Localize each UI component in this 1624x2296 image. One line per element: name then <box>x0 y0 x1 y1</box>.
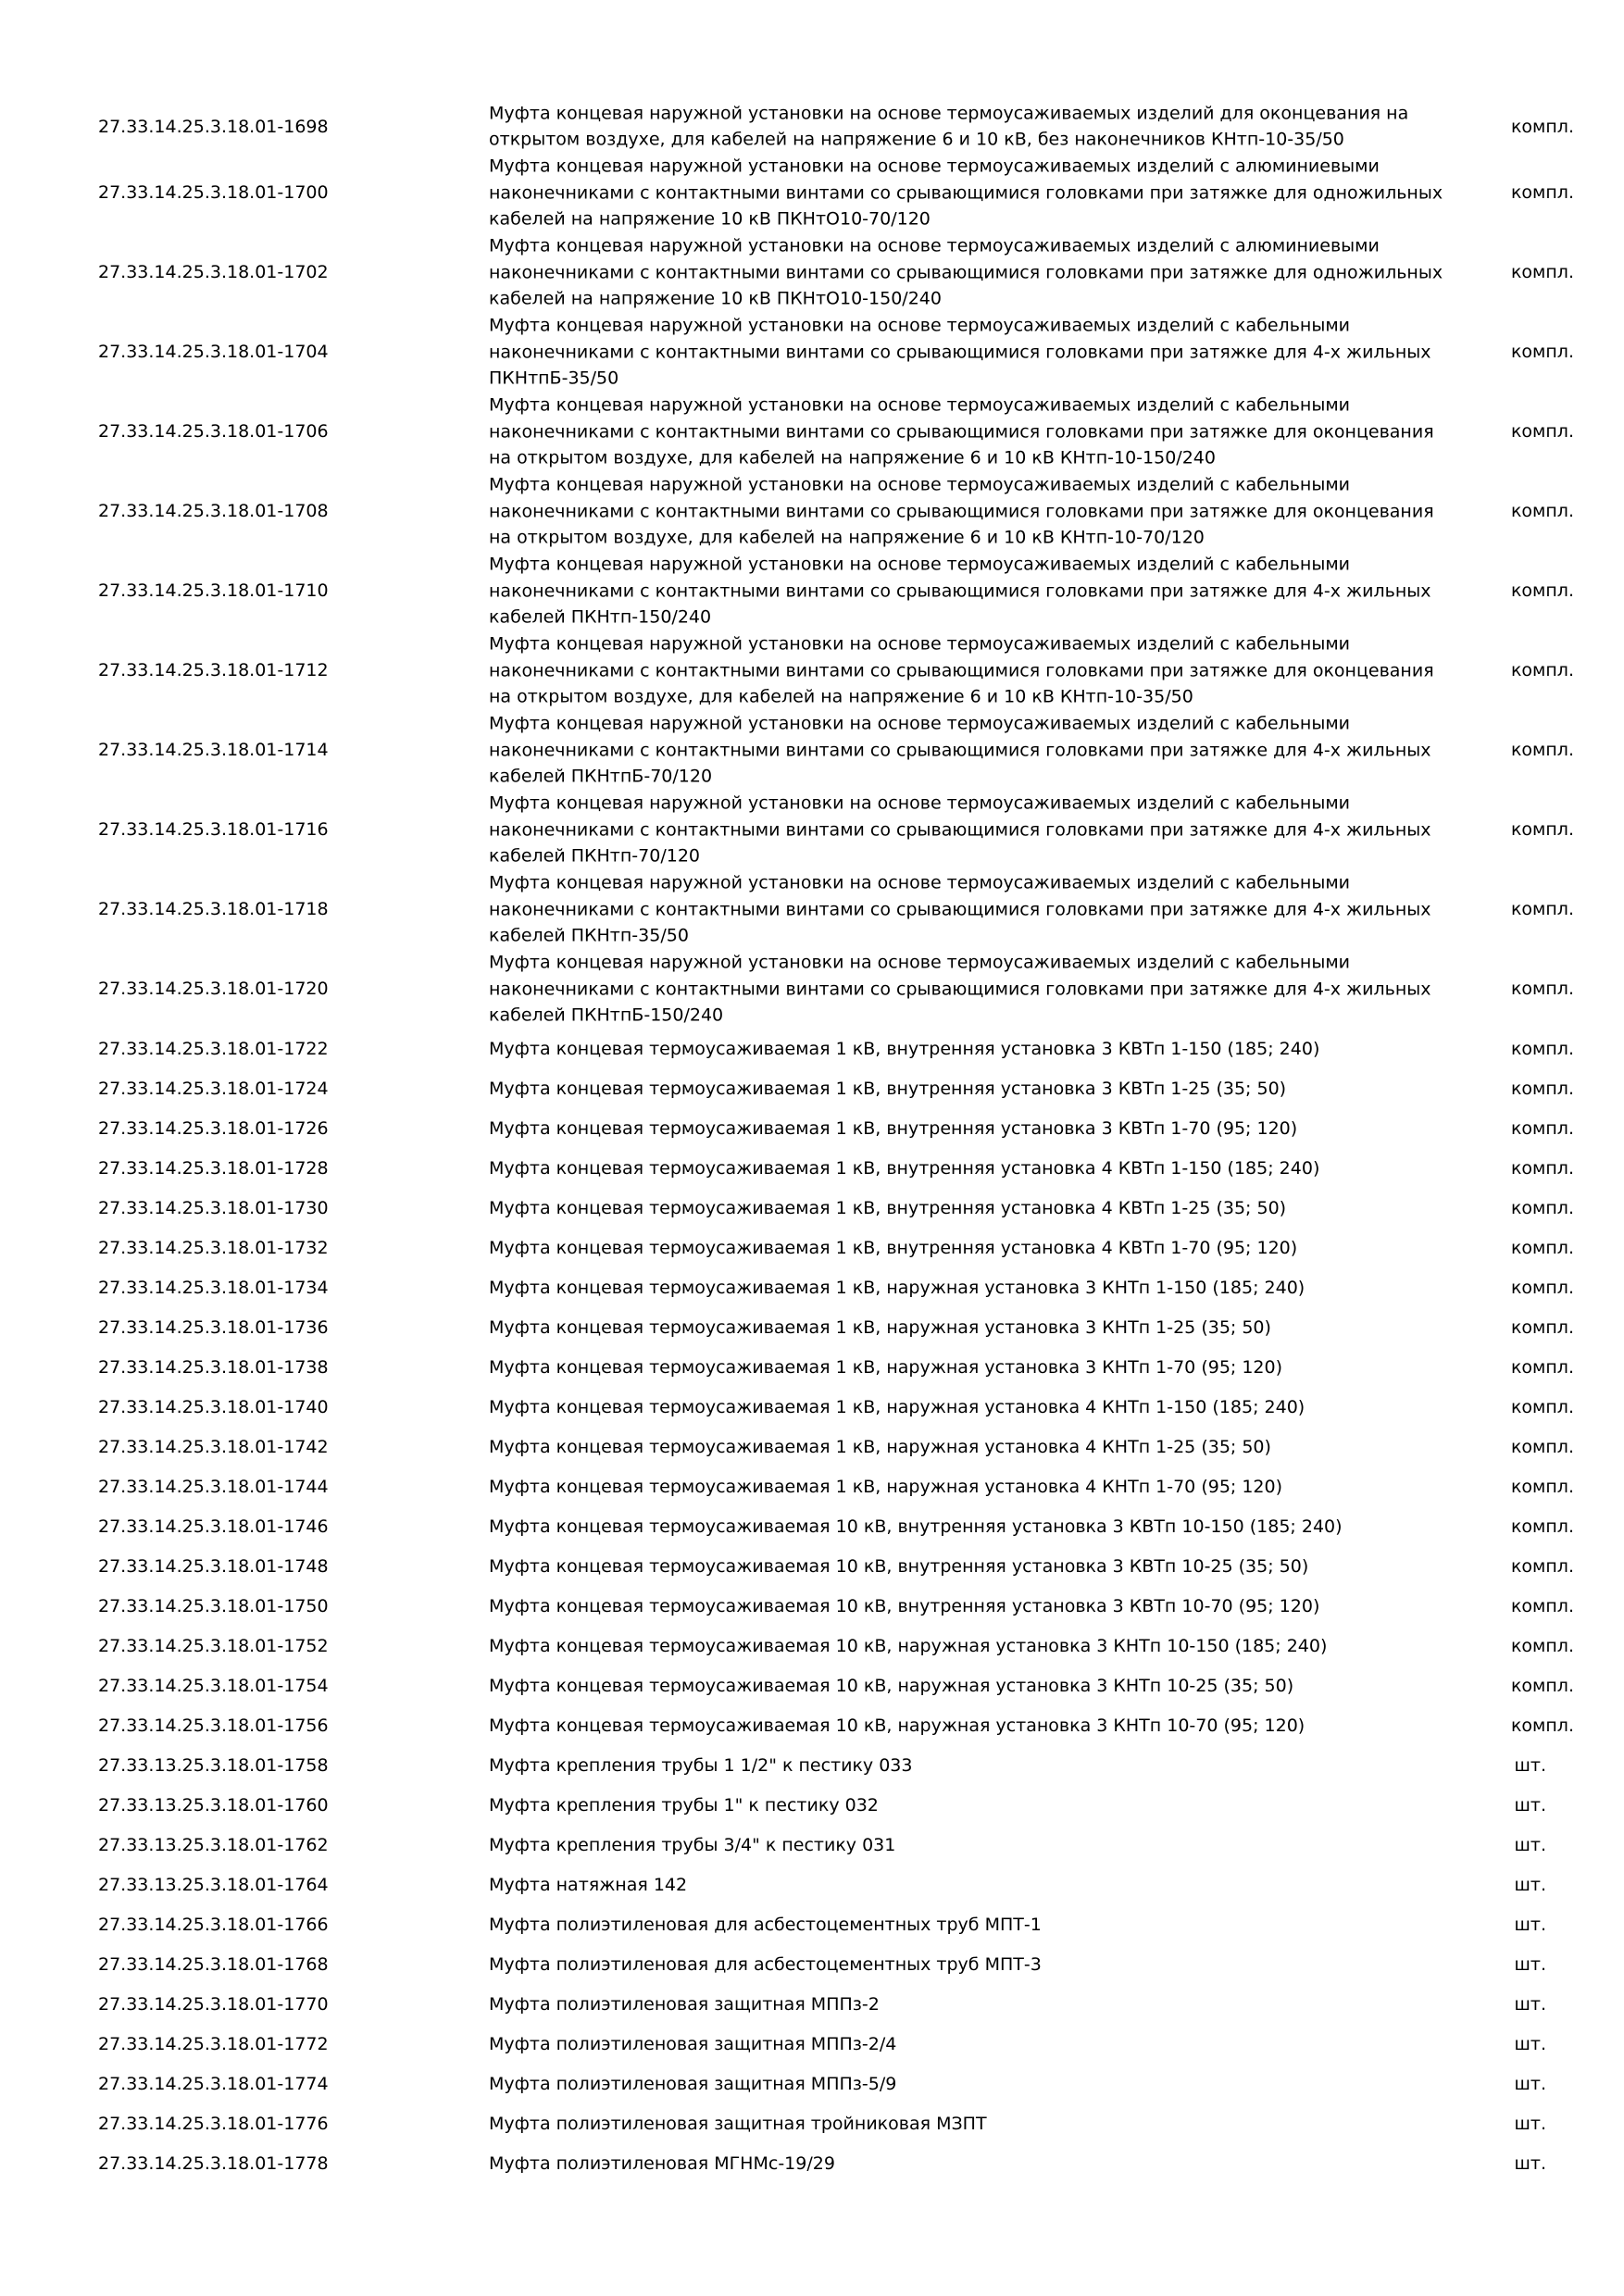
row-description <box>489 1632 1452 1659</box>
row-unit: компл. <box>1510 1316 1574 1338</box>
row-code: 27.33.14.25.3.18.01-1752 <box>98 1635 329 1656</box>
row-description <box>489 551 1452 630</box>
row-code: 27.33.14.25.3.18.01-1776 <box>98 2113 329 2134</box>
table-row <box>0 2064 1624 2103</box>
row-description <box>489 1194 1452 1221</box>
description-line: Муфта полиэтиленовая МГНМс-19/29 <box>489 2152 835 2174</box>
table-row <box>0 1984 1624 2024</box>
row-description <box>489 1035 1452 1062</box>
row-unit: компл. <box>1510 1396 1574 1417</box>
row-code: 27.33.14.25.3.18.01-1744 <box>98 1476 329 1497</box>
row-unit: компл. <box>1510 818 1574 840</box>
description-line: Муфта крепления трубы 1 1/2" к пестику 033 <box>489 1754 913 1776</box>
row-unit: шт. <box>1514 2033 1546 2054</box>
row-unit: компл. <box>1510 1237 1574 1258</box>
description-line: Муфта концевая наружной установки на основе термоусаживаемых изделий с кабельными <box>489 315 1351 336</box>
row-description <box>489 1154 1452 1181</box>
row-unit: компл. <box>1510 978 1574 999</box>
row-unit: компл. <box>1510 1197 1574 1218</box>
row-description <box>489 100 1452 153</box>
table-row <box>0 551 1624 630</box>
description-line: Муфта концевая наружной установки на основе термоусаживаемых изделий для оконцевания на <box>489 103 1409 123</box>
row-unit: компл. <box>1510 341 1574 362</box>
row-description <box>489 312 1452 392</box>
row-description <box>489 1712 1452 1739</box>
table-row <box>0 790 1624 869</box>
description-line: кабелей ПКНтпБ-70/120 <box>489 766 713 787</box>
table-row <box>0 1745 1624 1785</box>
row-unit: шт. <box>1514 1993 1546 2015</box>
description-line: Муфта крепления трубы 1" к пестику 032 <box>489 1794 879 1816</box>
description-line: наконечниками с контактными винтами со срывающимися головками при затяжке для 4-х жильных <box>489 978 1431 999</box>
row-code: 27.33.14.25.3.18.01-1772 <box>98 2033 329 2054</box>
description-line: кабелей на напряжение 10 кВ ПКНтО10-150/240 <box>489 288 942 309</box>
row-code: 27.33.14.25.3.18.01-1766 <box>98 1914 329 1935</box>
row-description <box>489 1831 1452 1858</box>
row-code: 27.33.14.25.3.18.01-1698 <box>98 116 329 137</box>
table-row <box>0 1387 1624 1427</box>
row-unit: компл. <box>1510 1555 1574 1577</box>
row-code: 27.33.14.25.3.18.01-1738 <box>98 1356 329 1378</box>
description-line: Муфта полиэтиленовая защитная МППз-2 <box>489 1993 880 2015</box>
row-code: 27.33.13.25.3.18.01-1762 <box>98 1834 329 1855</box>
description-line: наконечниками с контактными винтами со срывающимися головками при затяжке для оконцевания <box>489 500 1434 521</box>
row-description <box>489 630 1452 710</box>
row-unit: компл. <box>1510 898 1574 919</box>
row-code: 27.33.14.25.3.18.01-1732 <box>98 1237 329 1258</box>
row-code: 27.33.14.25.3.18.01-1778 <box>98 2152 329 2174</box>
table-row <box>0 1466 1624 1506</box>
row-description <box>489 2030 1452 2057</box>
row-unit: компл. <box>1510 580 1574 601</box>
description-line: Муфта концевая наружной установки на основе термоусаживаемых изделий с кабельными <box>489 872 1351 893</box>
row-description <box>489 869 1452 949</box>
row-code: 27.33.14.25.3.18.01-1718 <box>98 898 329 919</box>
description-line: на открытом воздухе, для кабелей на напряжение 6 и 10 кВ КНтп-10-70/120 <box>489 527 1205 548</box>
row-unit: компл. <box>1510 261 1574 282</box>
description-line: открытом воздухе, для кабелей на напряжение 6 и 10 кВ, без наконечников КНтп-10-35/50 <box>489 129 1344 150</box>
description-line: ПКНтпБ-35/50 <box>489 368 619 389</box>
description-line: Муфта концевая наружной установки на основе термоусаживаемых изделий с кабельными <box>489 394 1351 416</box>
description-line: Муфта концевая термоусаживаемая 1 кВ, внутренняя установка 3 КВТп 1-70 (95; 120) <box>489 1117 1298 1139</box>
description-line: кабелей на напряжение 10 кВ ПКНтО10-70/120 <box>489 208 931 230</box>
table-row <box>0 1427 1624 1466</box>
row-description <box>489 1990 1452 2017</box>
row-description <box>489 1791 1452 1818</box>
description-line: Муфта концевая наружной установки на основе термоусаживаемых изделий с кабельными <box>489 952 1351 973</box>
row-code: 27.33.14.25.3.18.01-1716 <box>98 818 329 840</box>
table-row <box>0 100 1624 153</box>
row-code: 27.33.14.25.3.18.01-1754 <box>98 1675 329 1696</box>
description-line: Муфта концевая термоусаживаемая 1 кВ, наружная установка 3 КНТп 1-70 (95; 120) <box>489 1356 1283 1378</box>
row-unit: шт. <box>1514 2152 1546 2174</box>
table-row <box>0 392 1624 471</box>
table-row <box>0 1865 1624 1904</box>
description-line: Муфта концевая наружной установки на основе термоусаживаемых изделий с кабельными <box>489 713 1351 734</box>
table-row <box>0 710 1624 790</box>
row-description <box>489 1075 1452 1102</box>
row-unit: компл. <box>1510 739 1574 760</box>
table-row <box>0 1267 1624 1307</box>
table-row <box>0 1626 1624 1666</box>
description-line: Муфта концевая термоусаживаемая 1 кВ, внутренняя установка 4 КВТп 1-150 (185; 240) <box>489 1157 1320 1179</box>
description-line: Муфта концевая наружной установки на основе термоусаживаемых изделий с кабельными <box>489 633 1351 655</box>
row-description <box>489 232 1452 312</box>
table-row <box>0 2024 1624 2064</box>
description-line: Муфта концевая термоусаживаемая 10 кВ, наружная установка 3 КНТп 10-70 (95; 120) <box>489 1715 1305 1736</box>
row-description <box>489 2150 1452 2177</box>
row-code: 27.33.13.25.3.18.01-1758 <box>98 1754 329 1776</box>
description-line: Муфта концевая термоусаживаемая 1 кВ, наружная установка 4 КНТп 1-150 (185; 240) <box>489 1396 1305 1417</box>
table-row <box>0 1347 1624 1387</box>
row-code: 27.33.14.25.3.18.01-1710 <box>98 580 329 601</box>
row-description <box>489 1871 1452 1898</box>
row-code: 27.33.14.25.3.18.01-1708 <box>98 500 329 521</box>
row-description <box>489 1115 1452 1142</box>
description-line: наконечниками с контактными винтами со срывающимися головками при затяжке для оконцевания <box>489 659 1434 680</box>
row-unit: шт. <box>1514 1754 1546 1776</box>
description-line: Муфта концевая наружной установки на основе термоусаживаемых изделий с алюминиевыми <box>489 235 1380 256</box>
row-description <box>489 790 1452 869</box>
description-line: Муфта концевая термоусаживаемая 1 кВ, внутренняя установка 3 КВТп 1-150 (185; 240) <box>489 1038 1320 1059</box>
row-code: 27.33.14.25.3.18.01-1748 <box>98 1555 329 1577</box>
description-line: Муфта концевая термоусаживаемая 1 кВ, внутренняя установка 3 КВТп 1-25 (35; 50) <box>489 1078 1287 1099</box>
table-row <box>0 1228 1624 1267</box>
row-code: 27.33.14.25.3.18.01-1712 <box>98 659 329 680</box>
table-row <box>0 2103 1624 2143</box>
row-description <box>489 1433 1452 1460</box>
table-row <box>0 1108 1624 1148</box>
description-line: Муфта концевая наружной установки на основе термоусаживаемых изделий с кабельными <box>489 474 1351 495</box>
row-description <box>489 710 1452 790</box>
row-description <box>489 1592 1452 1619</box>
row-unit: шт. <box>1514 1914 1546 1935</box>
table-row <box>0 1307 1624 1347</box>
description-line: Муфта концевая термоусаживаемая 1 кВ, внутренняя установка 4 КВТп 1-70 (95; 120) <box>489 1237 1298 1258</box>
description-line: Муфта концевая термоусаживаемая 10 кВ, наружная установка 3 КНТп 10-25 (35; 50) <box>489 1675 1294 1696</box>
row-code: 27.33.14.25.3.18.01-1756 <box>98 1715 329 1736</box>
description-line: Муфта натяжная 142 <box>489 1874 688 1895</box>
row-code: 27.33.14.25.3.18.01-1714 <box>98 739 329 760</box>
row-description <box>489 1513 1452 1540</box>
description-line: Муфта концевая термоусаживаемая 1 кВ, наружная установка 4 КНТп 1-25 (35; 50) <box>489 1436 1271 1457</box>
row-unit: компл. <box>1510 1715 1574 1736</box>
row-description <box>489 1314 1452 1341</box>
table-row <box>0 1904 1624 1944</box>
row-code: 27.33.14.25.3.18.01-1720 <box>98 978 329 999</box>
description-line: на открытом воздухе, для кабелей на напряжение 6 и 10 кВ КНтп-10-150/240 <box>489 447 1216 468</box>
row-code: 27.33.14.25.3.18.01-1734 <box>98 1277 329 1298</box>
table-row <box>0 1666 1624 1705</box>
description-line: Муфта концевая термоусаживаемая 10 кВ, наружная установка 3 КНТп 10-150 (185; 240) <box>489 1635 1328 1656</box>
row-unit: компл. <box>1510 1277 1574 1298</box>
table-row <box>0 1785 1624 1825</box>
row-unit: компл. <box>1510 500 1574 521</box>
row-description <box>489 1274 1452 1301</box>
row-description <box>489 1354 1452 1380</box>
row-code: 27.33.14.25.3.18.01-1722 <box>98 1038 329 1059</box>
description-line: Муфта концевая наружной установки на основе термоусаживаемых изделий с алюминиевыми <box>489 156 1380 177</box>
row-unit: компл. <box>1510 1595 1574 1616</box>
description-line: кабелей ПКНтп-70/120 <box>489 845 700 867</box>
row-code: 27.33.14.25.3.18.01-1750 <box>98 1595 329 1616</box>
row-description <box>489 471 1452 551</box>
description-line: Муфта концевая термоусаживаемая 10 кВ, внутренняя установка 3 КВТп 10-25 (35; 50) <box>489 1555 1309 1577</box>
row-unit: компл. <box>1510 1516 1574 1537</box>
description-line: Муфта полиэтиленовая защитная тройниковая МЗПТ <box>489 2113 987 2134</box>
row-code: 27.33.14.25.3.18.01-1774 <box>98 2073 329 2094</box>
row-unit: компл. <box>1510 1356 1574 1378</box>
row-unit: компл. <box>1510 420 1574 442</box>
row-unit: компл. <box>1510 659 1574 680</box>
row-unit: компл. <box>1510 1078 1574 1099</box>
row-description <box>489 1393 1452 1420</box>
table-row <box>0 630 1624 710</box>
table-row <box>0 1148 1624 1188</box>
row-unit: шт. <box>1514 1874 1546 1895</box>
table-row <box>0 1029 1624 1068</box>
table-row <box>0 153 1624 232</box>
row-code: 27.33.14.25.3.18.01-1728 <box>98 1157 329 1179</box>
description-line: Муфта полиэтиленовая защитная МППз-2/4 <box>489 2033 897 2054</box>
description-line: наконечниками с контактными винтами со срывающимися головками при затяжке для 4-х жильных <box>489 739 1431 760</box>
row-unit: компл. <box>1510 1476 1574 1497</box>
description-line: Муфта концевая наружной установки на основе термоусаживаемых изделий с кабельными <box>489 792 1351 814</box>
row-description <box>489 1672 1452 1699</box>
description-line: наконечниками с контактными винтами со срывающимися головками при затяжке для 4-х жильных <box>489 818 1431 840</box>
table-row <box>0 312 1624 392</box>
row-code: 27.33.14.25.3.18.01-1740 <box>98 1396 329 1417</box>
description-line: Муфта концевая термоусаживаемая 1 кВ, наружная установка 3 КНТп 1-150 (185; 240) <box>489 1277 1305 1298</box>
row-code: 27.33.13.25.3.18.01-1764 <box>98 1874 329 1895</box>
table-row <box>0 1705 1624 1745</box>
row-description <box>489 1553 1452 1579</box>
row-code: 27.33.14.25.3.18.01-1706 <box>98 420 329 442</box>
row-code: 27.33.14.25.3.18.01-1724 <box>98 1078 329 1099</box>
row-unit: компл. <box>1510 116 1574 137</box>
row-description <box>489 1752 1452 1778</box>
description-line: кабелей ПКНтпБ-150/240 <box>489 1004 724 1026</box>
description-line: Муфта концевая термоусаживаемая 10 кВ, внутренняя установка 3 КВТп 10-150 (185; 240) <box>489 1516 1343 1537</box>
row-description <box>489 2110 1452 2137</box>
row-description <box>489 153 1452 232</box>
row-code: 27.33.14.25.3.18.01-1736 <box>98 1316 329 1338</box>
row-unit: компл. <box>1510 1635 1574 1656</box>
description-line: наконечниками с контактными винтами со срывающимися головками при затяжке для 4-х жильных <box>489 580 1431 601</box>
row-unit: шт. <box>1514 1834 1546 1855</box>
description-line: на открытом воздухе, для кабелей на напряжение 6 и 10 кВ КНтп-10-35/50 <box>489 686 1193 707</box>
row-code: 27.33.14.25.3.18.01-1726 <box>98 1117 329 1139</box>
description-line: наконечниками с контактными винтами со срывающимися головками при затяжке для одножильных <box>489 261 1443 282</box>
description-line: наконечниками с контактными винтами со срывающимися головками при затяжке для 4-х жильных <box>489 898 1431 919</box>
row-unit: компл. <box>1510 1157 1574 1179</box>
row-code: 27.33.14.25.3.18.01-1700 <box>98 181 329 203</box>
table-row <box>0 1825 1624 1865</box>
description-line: наконечниками с контактными винтами со срывающимися головками при затяжке для оконцевания <box>489 420 1434 442</box>
description-line: Муфта концевая термоусаживаемая 10 кВ, внутренняя установка 3 КВТп 10-70 (95; 120) <box>489 1595 1320 1616</box>
row-code: 27.33.14.25.3.18.01-1702 <box>98 261 329 282</box>
table-row <box>0 2143 1624 2183</box>
description-line: Муфта концевая термоусаживаемая 1 кВ, наружная установка 4 КНТп 1-70 (95; 120) <box>489 1476 1283 1497</box>
table-row <box>0 1068 1624 1108</box>
table-row <box>0 1546 1624 1586</box>
row-description <box>489 1473 1452 1500</box>
row-unit: компл. <box>1510 1117 1574 1139</box>
table-row <box>0 1188 1624 1228</box>
row-unit: компл. <box>1510 181 1574 203</box>
table-row <box>0 1944 1624 1984</box>
row-description <box>489 949 1452 1029</box>
row-code: 27.33.14.25.3.18.01-1742 <box>98 1436 329 1457</box>
row-unit: компл. <box>1510 1436 1574 1457</box>
row-description <box>489 1951 1452 1978</box>
table-row <box>0 1506 1624 1546</box>
row-unit: компл. <box>1510 1675 1574 1696</box>
row-code: 27.33.14.25.3.18.01-1768 <box>98 1953 329 1975</box>
row-code: 27.33.14.25.3.18.01-1770 <box>98 1993 329 2015</box>
row-description <box>489 2070 1452 2097</box>
table-row <box>0 471 1624 551</box>
row-description <box>489 1234 1452 1261</box>
description-line: наконечниками с контактными винтами со срывающимися головками при затяжке для одножильных <box>489 181 1443 203</box>
price-list-table <box>0 100 1624 2183</box>
row-description <box>489 1911 1452 1938</box>
description-line: Муфта полиэтиленовая защитная МППз-5/9 <box>489 2073 897 2094</box>
description-line: наконечниками с контактными винтами со срывающимися головками при затяжке для 4-х жильных <box>489 341 1431 362</box>
description-line: Муфта концевая наружной установки на основе термоусаживаемых изделий с кабельными <box>489 554 1351 575</box>
row-code: 27.33.14.25.3.18.01-1704 <box>98 341 329 362</box>
table-row <box>0 949 1624 1029</box>
row-unit: шт. <box>1514 2073 1546 2094</box>
description-line: Муфта крепления трубы 3/4" к пестику 031 <box>489 1834 896 1855</box>
description-line: Муфта полиэтиленовая для асбестоцементных труб МПТ-3 <box>489 1953 1042 1975</box>
row-unit: шт. <box>1514 1953 1546 1975</box>
description-line: кабелей ПКНтп-150/240 <box>489 606 712 628</box>
row-unit: шт. <box>1514 2113 1546 2134</box>
description-line: Муфта концевая термоусаживаемая 1 кВ, внутренняя установка 4 КВТп 1-25 (35; 50) <box>489 1197 1287 1218</box>
row-unit: компл. <box>1510 1038 1574 1059</box>
table-row <box>0 232 1624 312</box>
row-code: 27.33.13.25.3.18.01-1760 <box>98 1794 329 1816</box>
row-description <box>489 392 1452 471</box>
row-code: 27.33.14.25.3.18.01-1730 <box>98 1197 329 1218</box>
table-row <box>0 1586 1624 1626</box>
description-line: Муфта полиэтиленовая для асбестоцементных труб МПТ-1 <box>489 1914 1042 1935</box>
description-line: кабелей ПКНтп-35/50 <box>489 925 689 946</box>
row-code: 27.33.14.25.3.18.01-1746 <box>98 1516 329 1537</box>
description-line: Муфта концевая термоусаживаемая 1 кВ, наружная установка 3 КНТп 1-25 (35; 50) <box>489 1316 1271 1338</box>
table-row <box>0 869 1624 949</box>
row-unit: шт. <box>1514 1794 1546 1816</box>
